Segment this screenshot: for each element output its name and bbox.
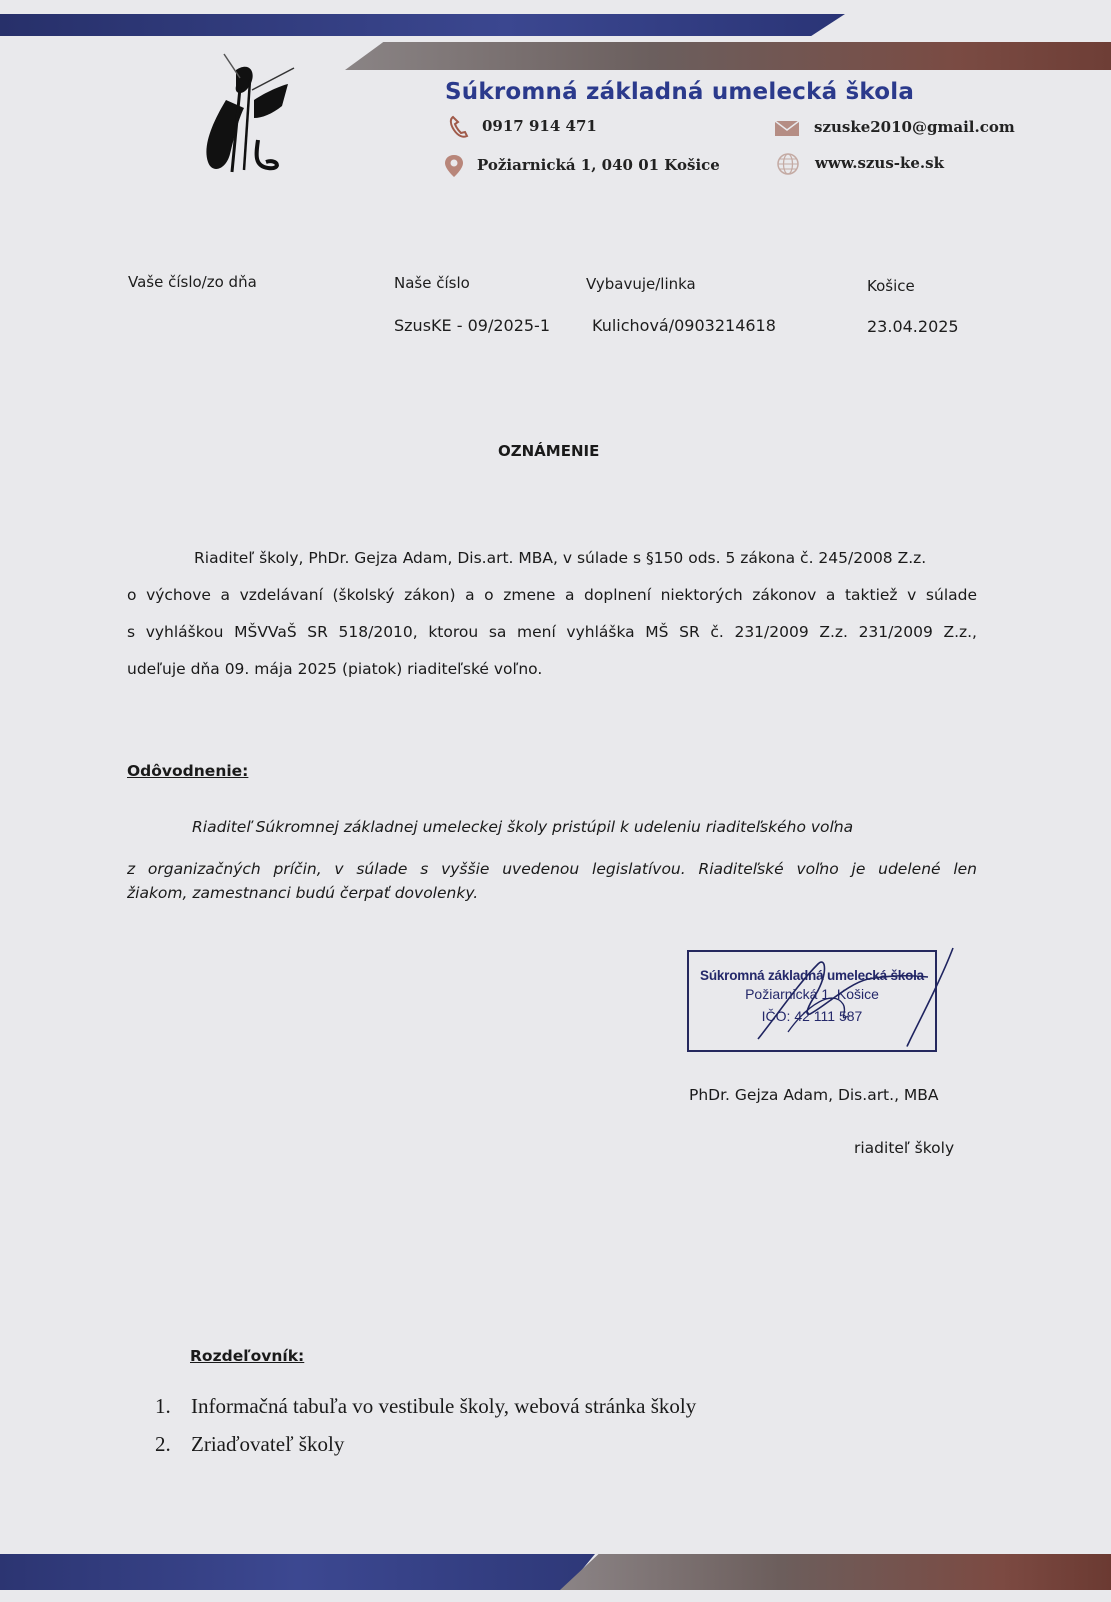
contact-phone [482,117,597,135]
header-stripe-brown [345,42,1111,70]
envelope-icon [774,115,800,141]
date-value: 23.04.2025 [867,317,959,336]
phone-icon [446,114,472,140]
contact-address [477,156,720,174]
justification-line-2: z organizačných príčin, v súlade s vyššie uvedenou legislatívou. Riaditeľské voľno je udelené len [127,860,977,878]
signatory-role: riaditeľ školy [854,1139,955,1157]
handled-by-value: Kulichová/0903214618 [592,316,776,335]
justification-paragraph [127,818,977,902]
our-ref-label: Naše číslo [394,274,470,292]
email-text: szuske2010@gmail.com [814,118,1015,136]
your-ref-label: Vaše číslo/zo dňa [128,273,257,291]
body-line-1: Riaditeľ školy, PhDr. Gejza Adam, Dis.art. MBA, v súlade s §150 ods. 5 zákona č. 245/2008 Z.z. [194,549,927,567]
globe-icon [775,151,801,177]
contact-email [814,118,1015,136]
stamp-line-1: Súkromná základná umelecká škola [700,968,924,983]
signatory-name: PhDr. Gejza Adam, Dis.art., MBA [689,1086,939,1104]
stamp-line-3: IČO: 42 111 587 [761,1008,863,1024]
place-label: Košice [867,277,915,295]
our-ref-value: SzusKE - 09/2025-1 [394,316,550,335]
school-name: Súkromná základná umelecká škola [445,79,915,105]
justification-line-1: Riaditeľ Súkromnej základnej umeleckej školy pristúpil k udeleniu riaditeľského voľna [192,818,854,836]
document-title: OZNÁMENIE [498,442,600,460]
body-line-4: udeľuje dňa 09. mája 2025 (piatok) riaditeľské voľno. [127,660,543,678]
body-line-3: s vyhláškou MŠVVaŠ SR 518/2010, ktorou sa mení vyhláška MŠ SR č. 231/2009 Z.z. 231/2009 Z.z., [127,623,977,641]
phone-number: 0917 914 471 [482,117,597,135]
justification-heading: Odôvodnenie: [127,762,249,780]
address-text: Požiarnická 1, 040 01 Košice [477,156,720,174]
handled-by-label: Vybavuje/linka [586,275,696,293]
justification-line-3: žiakom, zamestnanci budú čerpať dovolenky. [127,884,479,902]
distribution-heading: Rozdeľovník: [190,1347,305,1365]
body-paragraph [127,540,977,688]
footer-stripe-blue [0,1554,595,1590]
logo-icon [196,50,308,180]
body-line-2: o výchove a vzdelávaní (školský zákon) a o zmene a doplnení niektorých zákonov a taktiež v súlade [127,586,977,604]
stamp-line-2: Požiarnická 1, Košice [745,986,879,1002]
list-item: 2. Zriaďovateľ školy [155,1432,345,1456]
contact-web [815,154,944,172]
distribution-list [155,1394,696,1470]
handwritten-signature [748,944,978,1054]
web-text: www.szus-ke.sk [815,154,944,172]
header-stripe-blue [0,14,845,36]
list-item: 1. Informačná tabuľa vo vestibule školy, webová stránka školy [155,1394,697,1418]
location-pin-icon [441,153,467,179]
footer-stripe-brown [560,1554,1111,1590]
